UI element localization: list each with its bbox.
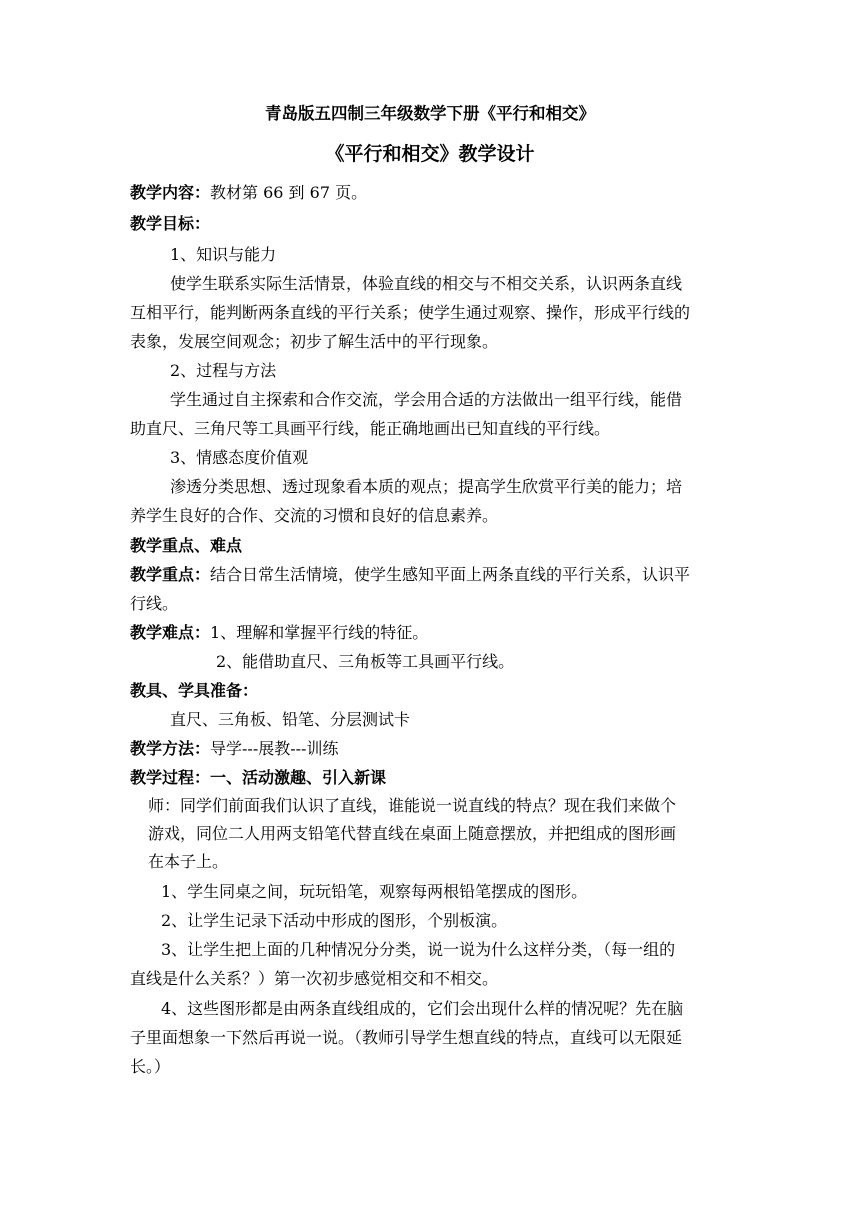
key-point (130, 564, 690, 586)
goal-3-title: 3、情感态度价值观 (170, 448, 309, 467)
step-4-line: 子里面想象一下然后再说一说。（教师引导学生想直线的特点，直线可以无限延 (130, 1028, 683, 1047)
document-title: 青岛版五四制三年级数学下册《平行和相交》 (265, 104, 595, 123)
process-label: 教学过程： (130, 768, 211, 787)
method-text: 导学---展教---训练 (210, 739, 339, 758)
step-2: 2、让学生记录下活动中形成的图形，个别板演。 (161, 911, 508, 930)
goal-1-line: 互相平行，能判断两条直线的平行关系；使学生通过观察、操作，形成平行线的 (130, 303, 691, 322)
difficulty-label: 教学难点： (130, 623, 211, 642)
key-point-label: 教学重点： (130, 565, 211, 584)
teacher-line: 游戏，同位二人用两支铅笔代替直线在桌面上随意摆放，并把组成的图形画 (148, 824, 677, 843)
teacher-line: 在本子上。 (148, 852, 229, 871)
difficulty-text: 1、理解和掌握平行线的特征。 (210, 623, 429, 642)
keypoints-heading: 教学重点、难点 (130, 536, 243, 555)
teacher-line: 师：同学们前面我们认识了直线，谁能说一说直线的特点？现在我们来做个 (148, 796, 677, 815)
document-subtitle: 《平行和相交》教学设计 (325, 143, 535, 165)
goal-1-line: 表象，发展空间观念；初步了解生活中的平行现象。 (130, 332, 499, 351)
difficulty-continued: 2、能借助直尺、三角板等工具画平行线。 (216, 652, 515, 671)
tools-heading: 教具、学具准备： (130, 681, 259, 700)
teaching-content (130, 182, 367, 204)
step-4-line: 4、这些图形都是由两条直线组成的，它们会出现什么样的情况呢？先在脑 (161, 999, 684, 1018)
tools-text: 直尺、三角板、铅笔、分层测试卡 (170, 710, 411, 729)
key-point-continued: 行线。 (130, 594, 179, 613)
teaching-process (130, 767, 386, 789)
goal-2-line: 学生通过自主探索和合作交流，学会用合适的方法做出一组平行线，能借 (170, 390, 683, 409)
goal-1-line: 使学生联系实际生活情景，体验直线的相交与不相交关系，认识两条直线 (170, 274, 683, 293)
step-3-line: 3、让学生把上面的几种情况分分类，说一说为什么这样分类，（每一组的 (161, 940, 676, 959)
step-3-line: 直线是什么关系？）第一次初步感觉相交和不相交。 (130, 969, 499, 988)
difficulty (130, 622, 428, 644)
goals-heading: 教学目标： (130, 214, 211, 233)
goal-2-title: 2、过程与方法 (170, 361, 277, 380)
teaching-content-label: 教学内容： (130, 183, 211, 202)
goal-1-title: 1、知识与能力 (170, 245, 277, 264)
teaching-content-text: 教材第 66 到 67 页。 (210, 183, 368, 202)
goal-2-line: 助直尺、三角尺等工具画平行线，能正确地画出已知直线的平行线。 (130, 419, 611, 438)
teaching-method (130, 738, 338, 760)
key-point-text: 结合日常生活情境，使学生感知平面上两条直线的平行关系，认识平 (210, 565, 691, 584)
goal-3-line: 养学生良好的合作、交流的习惯和良好的信息素养。 (130, 506, 499, 525)
step-1: 1、学生同桌之间，玩玩铅笔，观察每两根铅笔摆成的图形。 (161, 882, 588, 901)
process-section-title: 一、活动激趣、引入新课 (210, 768, 387, 787)
goal-3-line: 渗透分类思想、透过现象看本质的观点；提高学生欣赏平行美的能力；培 (170, 477, 683, 496)
step-4-line: 长。） (130, 1057, 171, 1076)
method-label: 教学方法： (130, 739, 211, 758)
